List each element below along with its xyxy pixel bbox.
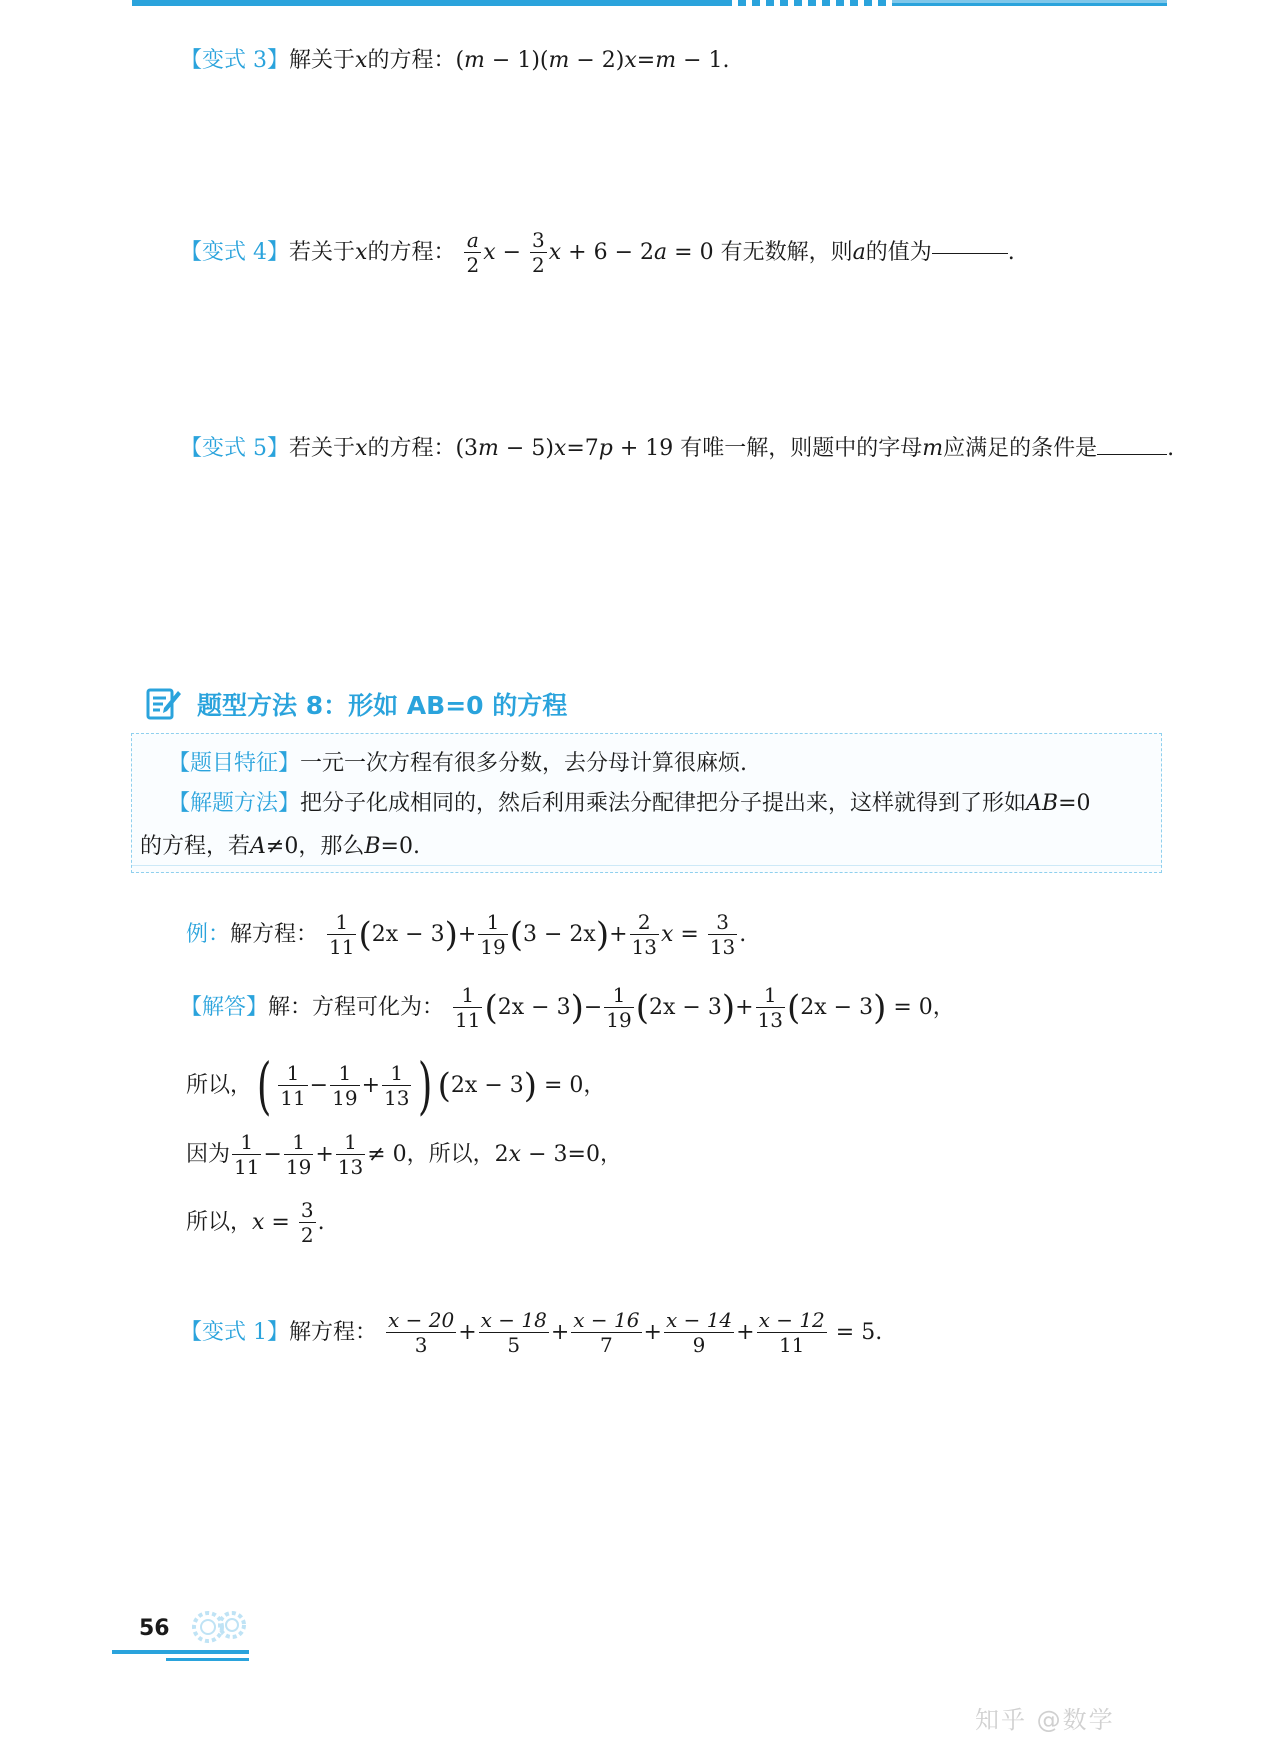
fraction-denominator: 13 [757, 1008, 783, 1032]
solution-text: 解：方程可化为： [268, 995, 445, 1020]
step-3-text: . [317, 1210, 325, 1235]
notebook-pencil-icon [145, 685, 183, 723]
step-2-var: x [508, 1142, 522, 1167]
variant-3-text: − 1. [676, 48, 730, 73]
fraction-numerator: 2 [630, 912, 659, 935]
paren-open: ( [484, 988, 498, 1028]
fraction-denominator: 19 [332, 1086, 358, 1110]
example-op: + [609, 922, 628, 947]
fraction [664, 1310, 734, 1356]
fraction [330, 1063, 359, 1109]
solution-tag: 【解答】 [180, 995, 269, 1020]
variant-1-text: = 5. [828, 1320, 883, 1345]
step-2-line [186, 1132, 622, 1178]
variant-4-var: x [483, 240, 496, 265]
answer-blank [932, 253, 1008, 254]
fraction-denominator: 5 [507, 1333, 521, 1357]
variant-4-tag: 【变式 4】 [180, 240, 289, 265]
watermark: 知乎 @数学 [975, 1706, 1115, 1734]
variant-4-op: − [495, 240, 529, 265]
fraction-numerator: 1 [382, 1063, 411, 1086]
fraction [386, 1310, 456, 1356]
variant-5-text: =7 [566, 436, 599, 461]
variant-3 [180, 50, 730, 72]
variant-5-var: p [598, 436, 613, 461]
variant-5-var: m [478, 436, 499, 461]
variant-5-text: 的方程：(3 [367, 436, 479, 461]
variant-3-text: 解关于 [289, 48, 356, 73]
variant-3-var: m [655, 48, 677, 73]
feature-text: 一元一次方程有很多分数，去分母计算很麻烦. [300, 751, 748, 776]
paren-open: ( [437, 1066, 451, 1106]
method-text: 的方程，若 [140, 834, 251, 859]
paren-close: ) [595, 915, 610, 955]
fraction [757, 1310, 827, 1356]
fraction [756, 985, 785, 1031]
fraction-denominator: 13 [384, 1086, 410, 1110]
fraction-numerator: 3 [300, 1198, 314, 1222]
step-3-op: = [264, 1210, 297, 1235]
fraction [571, 1310, 641, 1356]
fraction-numerator: 3 [708, 912, 737, 935]
variant-5-text: − 5) [498, 436, 554, 461]
variant-1-op: + [550, 1320, 570, 1345]
method-text: ≠0，那么 [265, 834, 365, 859]
variant-3-text: − 1)( [484, 48, 549, 73]
fraction-denominator: 7 [600, 1333, 613, 1357]
variant-3-var: m [464, 48, 485, 73]
variant-5-text: 若关于 [289, 436, 356, 461]
variant-4-text: 的值为 [865, 240, 932, 265]
paren-open: ( [358, 915, 372, 955]
solution-expr: 2x − 3 [800, 995, 874, 1020]
variant-4-var: x [355, 240, 368, 265]
paren-close: ) [721, 988, 736, 1028]
step-2-op: + [315, 1142, 334, 1167]
variant-1 [180, 1310, 882, 1356]
step-3-var: x [252, 1210, 265, 1235]
paren-open: ( [786, 988, 801, 1028]
variant-3-text: − 2) [569, 48, 625, 73]
method-var: B [364, 834, 381, 859]
step-1-expr: 2x − 3 [450, 1073, 524, 1098]
fraction-numerator: a [464, 230, 481, 253]
fraction [530, 230, 547, 276]
step-1-op: − [309, 1073, 329, 1098]
variant-1-op: + [458, 1320, 477, 1345]
method-approach-line-2 [140, 836, 420, 858]
variant-4 [180, 230, 1015, 276]
example-var: x [660, 922, 674, 947]
variant-4-var: x [548, 240, 562, 265]
variant-3-var: m [548, 48, 570, 73]
fraction [453, 985, 482, 1031]
solution-text: = 0， [886, 995, 955, 1020]
variant-4-text: 的方程： [367, 240, 456, 265]
fraction-numerator: 1 [453, 985, 482, 1008]
paren-open: ( [635, 988, 649, 1028]
example-expr: 3 − 2x [523, 922, 596, 947]
method-var: AB [1026, 791, 1059, 816]
variant-4-text: . [1007, 240, 1015, 265]
variant-4-text: 若关于 [289, 240, 356, 265]
fraction [478, 912, 507, 958]
fraction-denominator: 11 [234, 1155, 260, 1179]
paren-close: ) [873, 988, 887, 1028]
solution-expr: 2x − 3 [649, 995, 722, 1020]
solution-expr: 2x − 3 [497, 995, 571, 1020]
fraction [327, 912, 356, 958]
section-title: 题型方法 8：形如 AB=0 的方程 [197, 691, 568, 720]
fraction-denominator: 11 [455, 1008, 481, 1032]
box-inner-rule [132, 865, 1161, 866]
page-rule-short [166, 1658, 249, 1661]
top-decoration-bar [132, 0, 1167, 6]
variant-3-tag: 【变式 3】 [180, 48, 289, 73]
variant-5 [180, 438, 1174, 460]
fraction-denominator: 13 [337, 1155, 364, 1179]
fraction-numerator: 1 [232, 1132, 261, 1155]
paren-open: ( [256, 1049, 272, 1122]
fraction-denominator: 19 [606, 1008, 632, 1032]
fraction-denominator: 2 [300, 1223, 314, 1247]
step-1-text: 所以， [186, 1073, 253, 1098]
fraction-numerator: x − 14 [665, 1308, 733, 1332]
step-1-line [186, 1049, 606, 1122]
variant-3-text: = [636, 48, 656, 73]
fraction-denominator: 13 [709, 935, 736, 959]
fraction-numerator: x − 16 [573, 1308, 640, 1332]
variant-4-text: = 0 有无数解，则 [667, 240, 853, 265]
example-op: + [457, 922, 477, 947]
fraction [232, 1132, 261, 1178]
variant-5-var: x [553, 436, 567, 461]
method-text: =0 [1058, 791, 1091, 816]
fraction-numerator: 1 [478, 912, 507, 935]
feature-tag: 【题目特征】 [168, 751, 301, 776]
fraction-denominator: 2 [532, 253, 545, 277]
variant-1-text: 解方程： [289, 1320, 378, 1345]
example-expr: 2x − 3 [371, 922, 445, 947]
fraction-numerator: x − 18 [480, 1308, 547, 1332]
paren-close: ) [444, 915, 458, 955]
fraction [299, 1200, 316, 1246]
variant-4-var: a [852, 240, 866, 265]
step-2-op: − [263, 1142, 282, 1167]
section-heading [145, 684, 567, 724]
step-2-text: − 3=0， [521, 1142, 622, 1167]
page-rule [112, 1650, 249, 1654]
gear-icon [188, 1603, 252, 1653]
fraction [336, 1132, 365, 1178]
fraction-denominator: 2 [466, 253, 480, 277]
fraction-numerator: 1 [327, 912, 356, 935]
fraction [479, 1310, 549, 1356]
variant-4-text: + 6 − 2 [561, 240, 655, 265]
solution-op: + [735, 995, 754, 1020]
fraction-numerator: 1 [756, 985, 785, 1008]
fraction-denominator: 19 [480, 935, 506, 959]
method-approach-line [168, 793, 1091, 815]
fraction [630, 912, 659, 958]
variant-5-tag: 【变式 5】 [180, 436, 289, 461]
step-2-text: 因为 [186, 1142, 231, 1167]
example-op: = [673, 922, 706, 947]
fraction-numerator: 1 [330, 1063, 359, 1086]
fraction-denominator: 11 [778, 1333, 805, 1357]
fraction [708, 912, 737, 958]
step-3-text: 所以， [186, 1210, 253, 1235]
variant-3-text: 的方程：( [367, 48, 465, 73]
fraction [284, 1132, 313, 1178]
fraction-numerator: 1 [604, 985, 633, 1008]
variant-5-var: x [355, 436, 368, 461]
fraction-numerator: x − 20 [388, 1308, 455, 1332]
paren-close: ) [418, 1049, 433, 1122]
step-1-op: + [361, 1073, 380, 1098]
method-feature-line [168, 753, 747, 775]
example-line [186, 912, 746, 958]
paren-open: ( [509, 915, 523, 955]
variant-5-text: 应满足的条件是 [943, 436, 1098, 461]
fraction-denominator: 13 [631, 935, 657, 959]
paren-close: ) [523, 1066, 538, 1106]
method-text: 把分子化成相同的，然后利用乘法分配律把分子提出来，这样就得到了形如 [300, 791, 1027, 816]
fraction-numerator: 1 [278, 1063, 307, 1086]
page-number: 56 [139, 1616, 170, 1641]
method-var: A [250, 834, 266, 859]
variant-3-var: x [624, 48, 637, 73]
method-text: =0. [380, 834, 420, 859]
method-tag: 【解题方法】 [168, 791, 301, 816]
variant-1-op: + [643, 1320, 662, 1345]
fraction-numerator: 1 [284, 1132, 313, 1155]
variant-1-op: + [736, 1320, 755, 1345]
paren-close: ) [570, 988, 584, 1028]
fraction-denominator: 3 [414, 1333, 428, 1357]
example-tag: 例： [186, 922, 231, 947]
fraction-denominator: 9 [692, 1333, 706, 1357]
variant-1-tag: 【变式 1】 [180, 1320, 289, 1345]
fraction [464, 230, 481, 276]
fraction [604, 985, 633, 1031]
answer-blank [1097, 454, 1167, 455]
variant-5-var: m [922, 436, 944, 461]
fraction-numerator: 1 [336, 1132, 365, 1155]
top-bar-tail [892, 0, 1167, 3]
step-2-text: ≠ 0，所以，2 [367, 1142, 509, 1167]
solution-line [180, 985, 955, 1031]
example-text: . [739, 922, 747, 947]
fraction-numerator: x − 12 [758, 1308, 825, 1332]
fraction-denominator: 19 [285, 1155, 312, 1179]
fraction-numerator: 3 [532, 228, 545, 252]
variant-5-text: . [1167, 436, 1175, 461]
variant-4-var: a [654, 240, 668, 265]
variant-3-var: x [355, 48, 368, 73]
fraction [382, 1063, 411, 1109]
step-3-line [186, 1200, 325, 1246]
top-bar-pattern [732, 0, 892, 6]
fraction-denominator: 11 [280, 1086, 306, 1110]
step-1-text: = 0， [537, 1073, 606, 1098]
example-text: 解方程： [230, 922, 319, 947]
fraction [278, 1063, 307, 1109]
solution-op: − [583, 995, 603, 1020]
variant-5-text: + 19 有唯一解，则题中的字母 [612, 436, 923, 461]
fraction-denominator: 11 [329, 935, 355, 959]
